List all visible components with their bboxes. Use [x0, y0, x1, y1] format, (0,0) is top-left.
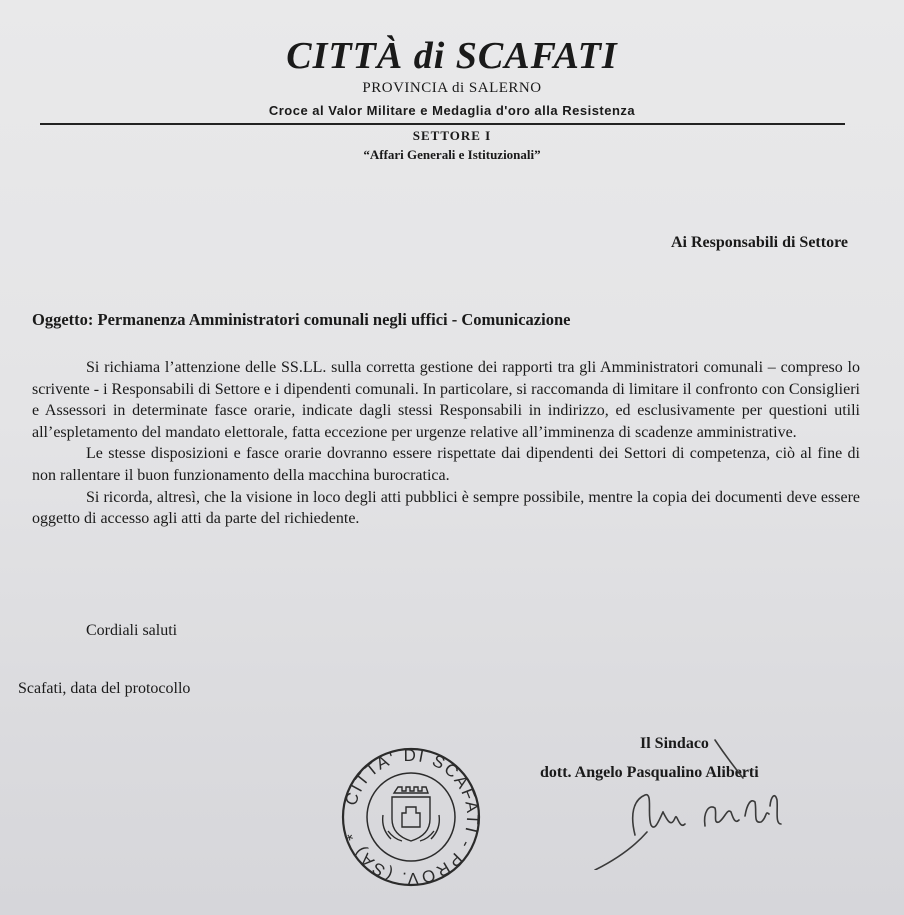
coat-of-arms-icon [383, 787, 440, 841]
sector-name: “Affari Generali e Istituzionali” [363, 147, 541, 162]
handwritten-signature [575, 720, 795, 870]
signatory-name: dott. Angelo Pasqualino Aliberti [540, 764, 759, 781]
place-date: Scafati, data del protocollo [18, 680, 191, 697]
subject-line: Oggetto: Permanenza Amministratori comunali negli uffici - Comunicazione [32, 310, 571, 329]
closing-greeting: Cordiali saluti [86, 622, 178, 639]
letter-body [32, 357, 860, 530]
motto-line: Croce al Valor Militare e Medaglia d'oro alla Resistenza [268, 103, 636, 118]
municipal-stamp [336, 745, 486, 890]
sector-label: SETTORE I [412, 128, 492, 143]
paragraph: Si richiama l’attenzione delle SS.LL. sulla corretta gestione dei rapporti tra gli Amministratori comunali – compreso lo scrivente - i Responsabili di Settore e i dipendenti comunali. In particolare, si raccomanda di limitare il confronto con Consiglieri e Assessori in determinate fasce orarie, indicate dagli stessi Responsabili in indirizzo, ed esclusivamente per questioni utili all’espletamento del mandato elettorale, fatta eccezione per urgenze relative all’imminenza di scadenze amministrative. [32, 359, 860, 441]
paragraph: Si ricorda, altresì, che la visione in loco degli atti pubblici è sempre possibile, mentre la copia dei documenti deve essere oggetto di accesso agli atti da parte del richiedente. [32, 488, 860, 528]
svg-text:CITTA' DI SCAFATI - PROV. (SA) [341, 746, 482, 888]
province-line: PROVINCIA di SALERNO [362, 80, 542, 96]
stamp-text: CITTA' DI SCAFATI - PROV. (SA) * [341, 745, 483, 889]
header-divider [40, 123, 845, 125]
recipient-line: Ai Responsabili di Settore [670, 234, 848, 251]
signatory-title: Il Sindaco [640, 735, 709, 752]
paragraph: Le stesse disposizioni e fasce orarie dovranno essere rispettate dai dipendenti dei Settori di competenza, ciò al fine di non rallentare il buon funzionamento della macchina burocratica. [32, 445, 860, 484]
city-title: CITTÀ di SCAFATI [286, 35, 618, 77]
